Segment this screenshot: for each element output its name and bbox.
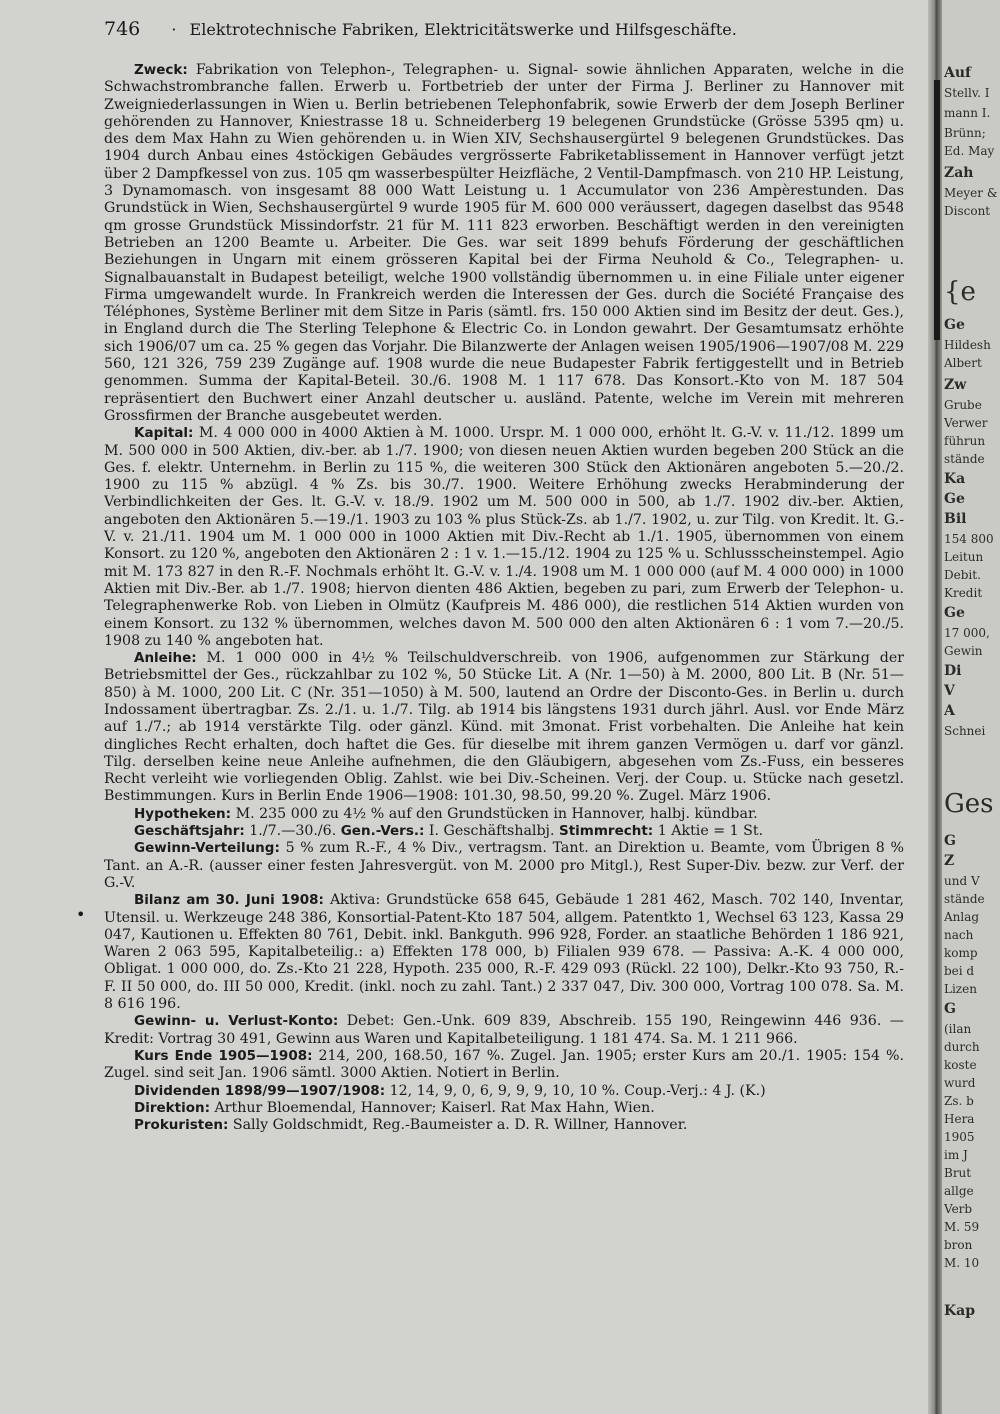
neighbor-text-fragment: Zw [944,377,967,393]
neighbor-text-fragment: Ed. May [944,144,995,158]
neighbor-text-fragment: G [944,1001,956,1017]
neighbor-text-fragment: M. 10 [944,1256,980,1270]
section-label: Gewinn-Verteilung: [134,840,280,857]
neighbor-text-fragment: Grube [944,398,982,412]
neighbor-text-fragment: 154 800 [944,532,994,546]
section-text: 1 Aktie = 1 St. [657,823,764,840]
neighbor-text-fragment: führun [944,434,986,448]
neighbor-text-fragment: Leitun [944,550,984,564]
neighbor-text-fragment: mann I. [944,106,991,120]
neighbor-text-fragment: Hera [944,1112,975,1126]
neighbor-text-fragment: Albert [944,356,982,370]
neighbor-text-fragment: und V [944,874,980,888]
section-hypotheken [104,806,904,823]
section-text: 12, 14, 9, 0, 6, 9, 9, 9, 10, 10 %. Coup.-Verj.: 4 J. (K.) [389,1082,766,1099]
neighbor-text-fragment: allge [944,1184,974,1198]
section-label: Kurs Ende 1905—1908: [134,1047,313,1064]
neighbor-text-fragment: stände [944,452,985,466]
neighbor-text-fragment: bron [944,1238,973,1252]
neighbor-text-fragment: V [944,683,955,699]
section-label: Gewinn- u. Verlust-Konto: [134,1013,339,1030]
neighbor-text-fragment: Discont [944,204,991,218]
header-dot: · [171,20,177,39]
section-text: Fabrikation von Telephon-, Telegraphen- u. Signal- sowie ähnlichen Apparaten, welche in die Schwachstrombranche fallen. Erwerb u. Fortbetrieb der unter der Firma J. Berliner zu Hannover mit Zweigniederlassungen in Wien u. Berlin betriebenen Telephonfabrik, sowie Erwerb der dem Joseph Berliner gehörenden zu Hannover, Kniestrasse 18 u. Schneiderberg 19 belegenen Grundstücke (Grösse 5395 qm) u. des dem Max Hahn zu Wien gehörenden u. in Wien XIV, Sechshausergürtel 9 belegenen Grundstückes. Das 1904 durch Anbau eines 4stöckigen Gebäudes vergrösserte Fabriketablissement in Hannover verfügt jetzt über 2 Dampfkessel von zus. 105 qm wasserbespülter Heizfläche, 2 Ventil-Dampfmasch. von 210 HP. Leistung, 3 Dynamomasch. von insgesamt 88 000 Watt Leistung u. 1 Accumulator von 236 Ampèrestunden. Das Grundstück in Wien, Sechshausergürtel 9 wurde 1905 für M. 600 000 veräussert, dagegen daselbst das 9548 qm grosse Grundstück Missindorfstr. 21 für M. 111 823 erworben. Beschäftigt werden in den vereinigten Betrieben an 1200 Beamte u. Arbeiter. Die Ges. war seit 1899 behufs Förderung der geschäftlichen Beziehungen in Ungarn mit einem grösseren Kapital bei der Firma Neuhold & Co., Telegraphen- u. Signalbauanstalt in Budapest beteiligt, welche 1900 vollständig übernommen u. in eine Filiale unter eigener Firma umgewandelt wurde. In Frankreich werden die Interessen der Ges. durch die Société Française des Téléphones, Système Berliner mit dem Sitze in Paris (sämtl. frs. 150 000 Aktien sind im Besitz der deut. Ges.), in England durch die The Sterling Telephone & Electric Co. in London gewahrt. Der Gesamtumsatz erhöhte sich 1906/07 um ca. 25 % gegen das Vorjahr. Die Bilanzwerte der Anlagen weisen 1905/1906—1907/08 M. 229 560, 121 326, 759 239 Zugänge auf. 1908 wurde die neue Budapester Fabrik fertiggestellt und in Betrieb genommen. Summa der Kapital-Beteil. 30./6. 1908 M. 1 117 678. Das Konsort.-Kto von M. 187 504 repräsentiert den Buchwert einer Anzahl deutscher u. ausländ. Patente, welche im Verein mit mehreren Grossfirmen der Branche ausgebeutet werden. [104,62,904,424]
section-anleihe [104,650,904,806]
neighbor-text-fragment: Di [944,663,962,679]
section-label: Bilanz am 30. Juni 1908: [134,892,324,909]
neighbor-text-fragment: bei d [944,964,975,978]
neighbor-text-fragment: durch [944,1040,980,1054]
section-dividenden [104,1083,904,1100]
section-direktion [104,1100,904,1117]
section-bilanz [104,892,904,1013]
neighbor-text-fragment: Verb [944,1202,973,1216]
section-label: Anleihe: [134,650,197,667]
neighbor-text-fragment: Zah [944,165,974,181]
neighbor-text-fragment: Lizen [944,982,977,996]
neighbor-text-fragment: im J [944,1148,968,1162]
neighbor-text-fragment: Schnei [944,724,986,738]
section-text: M. 235 000 zu 4½ % auf den Grundstücken in Hannover, halbj. kündbar. [235,805,758,822]
section-gewinn-verlust [104,1013,904,1048]
section-gewinn-verteilung [104,840,904,892]
section-kapital [104,425,904,650]
neighbor-text-fragment: Ka [944,471,966,487]
neighbor-text-fragment: wurd [944,1076,976,1090]
neighbor-text-fragment: Ge [944,605,965,621]
neighbor-page-fragment [942,0,1000,1414]
neighbor-text-fragment: 17 000, [944,626,990,640]
page-header [104,18,904,41]
neighbor-text-fragment: Gewin [944,644,983,658]
neighbor-text-fragment: Ge [944,491,965,507]
section-label: Dividenden 1898/99—1907/1908: [134,1082,386,1099]
section-label: Stimmrecht: [558,823,654,840]
neighbor-text-fragment: Ge [944,317,965,333]
section-text: 214, 200, 168.50, 167 %. Zugel. Jan. 1905; erster Kurs am 20./1. 1905: 154 %. Zugel. sind seit Jan. 1906 sämtl. 3000 Aktien. Notiert in Berlin. [104,1047,904,1082]
neighbor-text-fragment: Kredit [944,586,983,600]
section-zweck [104,62,904,425]
section-label: Direktion: [134,1099,210,1116]
section-kurs [104,1048,904,1083]
article-body [104,62,904,1134]
neighbor-text-fragment: Kap [944,1303,976,1319]
neighbor-text-fragment: Stellv. I [944,86,990,100]
neighbor-text-fragment: Hildesh [944,338,991,352]
neighbor-text-fragment: Zs. b [944,1094,974,1108]
section-text: M. 1 000 000 in 4½ % Teilschuldverschreib. von 1906, aufgenommen zur Stärkung der Betriebsmittel der Ges., rückzahlbar zu 102 %, 50 Stücke Lit. A (Nr. 1—50) à M. 2000, 800 Lit. B (Nr. 51—850) à M. 1000, 200 Lit. C (Nr. 351—1050) à M. 500, lautend an Ordre der Disconto-Ges. in Berlin u. durch Indossament übertragbar. Zs. 2./1. u. 1./7. Tilg. ab 1914 bis längstens 1931 durch jährl. Ausl. vor Ende März auf 1./7.; ab 1914 verstärkte Tilg. oder gänzl. Künd. mit 3monat. Frist vorbehalten. Die Anleihe hat kein dingliches Recht erhalten, doch haftet die Ges. für dieselbe mit ihrem ganzen Vermögen u. darf vor gänzl. Tilg. derselben keine neue Anleihe aufnehmen, die den Gläubigern, abgesehen vom Zs.-Fuss, ein besseres Recht verleiht wie vorliegenden Oblig. Zahlst. wie bei Div.-Scheinen. Verj. der Coup. u. Stücke nach gesetzl. Bestimmungen. Kurs in Berlin Ende 1906—1908: 101.30, 98.50, 99.20 %. Zugel. März 1906. [104,650,904,805]
neighbor-text-fragment: Auf [944,65,972,81]
neighbor-text-fragment: Ges [944,789,994,819]
neighbor-text-fragment: Brünn; [944,126,986,140]
section-text: Arthur Bloemendal, Hannover; Kaiserl. Rat Max Hahn, Wien. [214,1099,655,1116]
neighbor-text-fragment: koste [944,1058,977,1072]
neighbor-text-fragment: (ilan [944,1022,972,1036]
section-text: 5 % zum R.-F., 4 % Div., vertragsm. Tant. an Direktion u. Beamte, vom Übrigen 8 % Tant. an A.-R. (ausser einer festen Jahresvergüt. von M. 2000 pro Mitgl.), Rest Super-Div. bezw. zur Verf. der G.-V. [104,840,904,891]
neighbor-text-fragment: 1905 [944,1130,975,1144]
neighbor-text-fragment: Brut [944,1166,972,1180]
section-label: Geschäftsjahr: [134,823,245,840]
neighbor-text-fragment: G [944,833,956,849]
neighbor-text-fragment: Verwer [944,416,988,430]
section-prokuristen [104,1117,904,1134]
section-geschaeftsjahr [104,823,904,840]
gutter-shadow [934,80,940,340]
neighbor-text-fragment: Anlag [944,910,980,924]
neighbor-text-fragment: Debit. [944,568,981,582]
margin-mark: • [76,905,86,924]
neighbor-text-fragment: A [944,703,955,719]
neighbor-text-fragment: M. 59 [944,1220,980,1234]
section-text: Debet: Gen.-Unk. 609 839, Abschreib. 155 190, Reingewinn 446 936. — Kredit: Vortrag 30 491, Gewinn aus Waren und Kapitalbeteiligung. 1 181 474. Sa. M. 1 211 966. [104,1013,904,1047]
section-text: I. Geschäftshalbj. [428,823,555,840]
neighbor-text-fragment: {e [944,277,976,307]
section-label: Kapital: [134,425,194,442]
section-label: Hypotheken: [134,805,232,822]
page-number: 746 [104,18,141,40]
section-text: Sally Goldschmidt, Reg.-Baumeister a. D. R. Willner, Hannover. [232,1117,688,1134]
section-text: 1./7.—30./6. [249,823,337,840]
neighbor-text-fragment: komp [944,946,978,960]
section-label: Prokuristen: [134,1117,229,1134]
neighbor-text-fragment: nach [944,928,974,942]
running-title: Elektrotechnische Fabriken, Elektricitätswerke und Hilfsgeschäfte. [189,20,737,39]
neighbor-text-fragment: Z [944,853,955,869]
section-label: Zweck: [134,62,188,78]
section-text: M. 4 000 000 in 4000 Aktien à M. 1000. Urspr. M. 1 000 000, erhöht lt. G.-V. v. 11./12. 1899 um M. 500 000 in 500 Aktien, div.-ber. ab 1./7. 1900; von diesen neuen Aktien wurden begeben 200 Stück an die Ges. f. elektr. Unternehm. in Berlin zu 115 %, die weiteren 300 Stück den Aktionären angeboten 5.—20./2. 1900 zu 115 % abzügl. 4 % Zs. bis 30./7. 1900. Weitere Erhöhung zwecks Herabminderung der Verbindlichkeiten der Ges. lt. G.-V. v. 18./9. 1902 um M. 500 000 in 500, ab 1./7. 1902 div.-ber. Aktien, angeboten den Aktionären 5.—19./1. 1903 zu 103 % plus Stück-Zs. ab 1./7. 1902, u. zur Tilg. von Kredit. lt. G.-V. v. 21./11. 1904 um M. 1 000 000 in 1000 Aktien mit Div.-Recht ab 1./1. 1905, übernommen von einem Konsort. zu 120 %, angeboten den Aktionären 2 : 1 v. 1.—15./12. 1904 zu 125 % u. Schlussscheinstempel. Agio mit M. 173 827 in den R.-F. Nochmals erhöht lt. G.-V. v. 1./4. 1908 um M. 1 000 000 (auf M. 4 000 000) in 1000 Aktien mit Div.-Ber. ab 1./7. 1908; hiervon dienten 486 Aktien, begeben zu pari, zum Erwerb der Telephon- u. Telegraphenwerke Rob. von Lieben in Olmütz (Kaufpreis M. 486 000), die restlichen 514 Aktien wurden von einem Konsort. zu 132 % übernommen, welches davon M. 500 000 den alten Aktionären 6 : 1 vom 7.—20./5. 1908 zu 140 % angeboten hat. [104,425,905,649]
section-text: Aktiva: Grundstücke 658 645, Gebäude 1 281 462, Masch. 702 140, Inventar, Utensil. u. Werkzeuge 248 386, Konsortial-Patent-Kto 187 504, allgem. Patentkto 1, Wechsel 63 123, Kassa 29 047, Kautionen u. Effekten 80 761, Debit. inkl. Bankguth. 996 928, Forder. an staatliche Behörden 1 186 921, Waren 2 063 595, Kapitalbeteilig.: a) Effekten 178 000, b) Filialen 939 678. — Passiva: A.-K. 4 000 000, Obligat. 1 000 000, do. Zs.-Kto 21 228, Hypoth. 235 000, R.-F. 429 093 (Rückl. 22 100), Delkr.-Kto 93 750, R.-F. II 50 000, do. III 50 000, Kredit. (inkl. noch zu zahl. Tant.) 2 337 047, Div. 300 000, Vortrag 100 078. Sa. M. 8 616 196. [104,892,904,1013]
neighbor-text-fragment: stände [944,892,985,906]
section-label: Gen.-Vers.: [340,823,425,840]
neighbor-text-fragment: Bil [944,511,967,527]
neighbor-text-fragment: Meyer & [944,186,998,200]
